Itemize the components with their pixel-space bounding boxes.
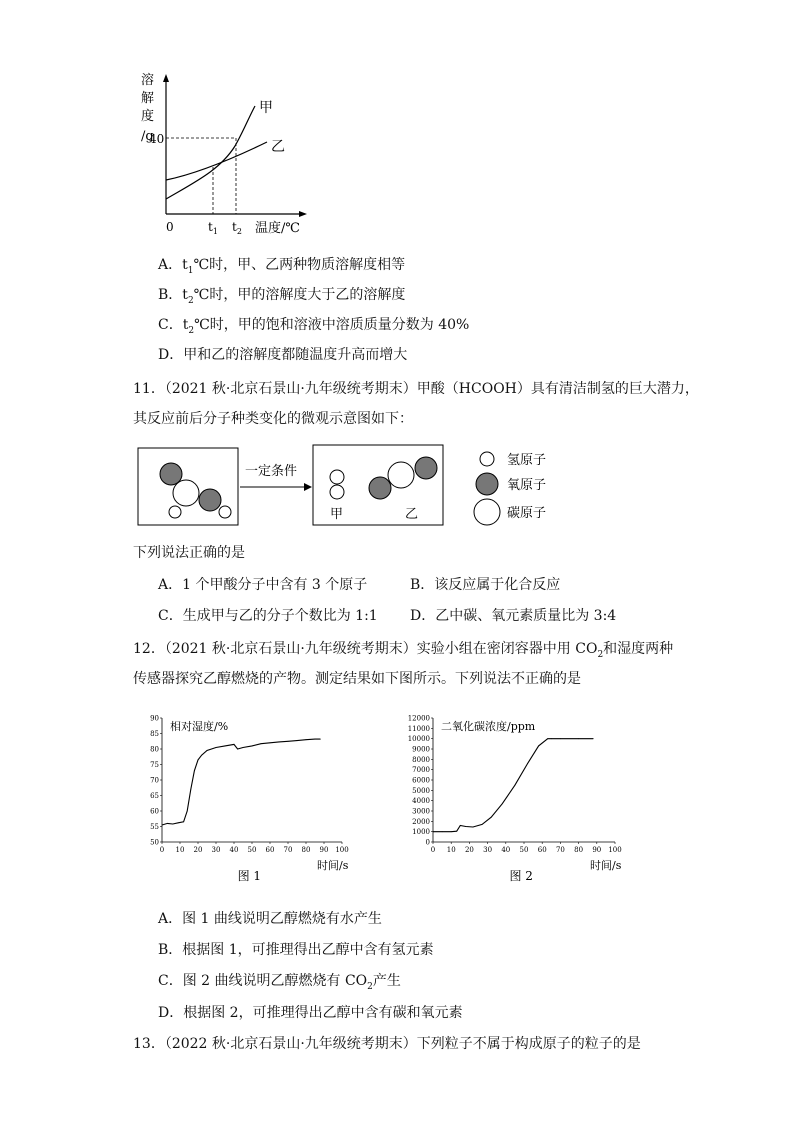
q10-option-b: B．$t_2℃$时，甲的溶解度大于乙的溶解度 <box>158 287 406 306</box>
y-tick-label: 8000 <box>412 755 430 764</box>
y-tick-label: 85 <box>150 730 159 738</box>
data-point <box>172 824 173 825</box>
ylabel-4: /g <box>141 129 154 144</box>
product-yi-label: 乙 <box>405 507 419 522</box>
xlabel: 温度/℃ <box>255 221 300 236</box>
data-point <box>460 825 461 826</box>
series-line <box>433 739 593 832</box>
chart-title: 二氧化碳浓度/ppm <box>441 720 536 733</box>
data-point <box>297 740 298 741</box>
data-point <box>527 763 528 764</box>
legend-oxygen: 氧原子 <box>507 478 547 493</box>
data-point <box>243 747 244 748</box>
y-tick-label: 75 <box>150 761 159 769</box>
x-tick-label: 30 <box>211 846 221 854</box>
t2-label: $t_2$ <box>232 220 242 236</box>
data-point <box>187 811 188 812</box>
y-tick-label: 4000 <box>412 797 430 806</box>
x-tick-label: 50 <box>247 846 257 854</box>
data-point <box>270 742 271 743</box>
x-axis-arrow <box>299 211 307 217</box>
data-point <box>456 831 457 832</box>
data-point <box>515 785 516 786</box>
reaction-condition: 一定条件 <box>245 464 298 479</box>
y-tick-label: 11000 <box>407 724 430 733</box>
data-point <box>473 827 474 828</box>
q10-option-d: D．甲和乙的溶解度都随温度升高而增大 <box>158 347 408 363</box>
oxygen-atom <box>369 477 391 499</box>
y-tick-label: 12000 <box>407 714 430 723</box>
legend-carbon: 碳原子 <box>507 506 547 521</box>
q10-option-a: A．$t_1℃$时，甲、乙两种物质溶解度相等 <box>158 257 406 276</box>
y-tick-label: 6000 <box>412 776 430 785</box>
legend-hydrogen: 氢原子 <box>507 453 547 468</box>
y-tick-label: 1000 <box>412 828 430 837</box>
data-point <box>234 744 235 745</box>
x-tick-label: 80 <box>574 846 584 854</box>
data-point <box>216 747 217 748</box>
y-tick-label: 50 <box>150 838 159 847</box>
data-point <box>551 738 552 739</box>
carbon-atom <box>173 480 199 506</box>
data-point <box>306 739 307 740</box>
y-tick-label: 7000 <box>412 766 430 775</box>
data-point <box>237 749 238 750</box>
ylabel-3: 度 <box>141 109 155 124</box>
q12-option-a: A．图 1 曲线说明乙醇燃烧有水产生 <box>158 911 382 927</box>
y-tick-label: 60 <box>150 807 159 816</box>
x-tick-label: 90 <box>319 846 329 854</box>
data-point <box>198 760 199 761</box>
x-tick-label: 100 <box>335 846 349 854</box>
q11-option-c: C．生成甲与乙的分子个数比为 1:1 <box>158 608 378 624</box>
data-point <box>162 825 163 826</box>
hydrogen-atom <box>169 506 181 518</box>
data-point <box>201 755 202 756</box>
q12-option-d: D．根据图 2，可推理得出乙醇中含有碳和氧元素 <box>158 1005 463 1021</box>
q12-option-c: C．图 2 曲线说明乙醇燃烧有 $CO_2$产生 <box>158 973 401 992</box>
q12-option-b: B．根据图 1，可推理得出乙醇中含有氢元素 <box>158 942 434 958</box>
y-tick-label: 80 <box>150 745 159 754</box>
q11-line1: 11．（2021 秋·北京石景山·九年级统考期末）甲酸（HCOOH）具有清洁制氢的巨大潜力， <box>133 381 699 397</box>
data-point <box>194 770 195 771</box>
data-point <box>491 817 492 818</box>
legend-oxygen-icon <box>476 473 498 495</box>
series-line <box>162 739 320 825</box>
x-tick-label: 10 <box>446 846 456 854</box>
data-point <box>252 746 253 747</box>
data-point <box>465 826 466 827</box>
x-tick-label: 40 <box>229 846 239 854</box>
x-tick-label: 0 <box>430 846 436 854</box>
x-tick-label: 70 <box>555 846 565 854</box>
data-point <box>225 746 226 747</box>
data-point <box>502 803 503 804</box>
x-axis-label: 时间/s <box>317 859 349 872</box>
legend-carbon-icon <box>474 499 500 525</box>
reaction-arrow-head <box>304 483 312 491</box>
data-point <box>190 789 191 790</box>
data-point <box>442 831 443 832</box>
q11-option-b: B．该反应属于化合反应 <box>410 577 561 593</box>
humidity-chart <box>140 708 355 890</box>
y-tick-label: 0 <box>425 838 430 847</box>
ylabel-1: 溶 <box>141 73 155 88</box>
x-tick-label: 20 <box>193 846 203 854</box>
data-point <box>183 821 184 822</box>
oxygen-atom <box>199 489 221 511</box>
hydrogen-atom <box>330 485 344 499</box>
data-point <box>578 738 579 739</box>
origin-label: 0 <box>166 220 174 234</box>
ylabel-2: 解 <box>141 91 155 106</box>
data-point <box>279 742 280 743</box>
reaction-diagram <box>133 440 573 535</box>
y-tick-label: 5000 <box>412 786 430 795</box>
data-point <box>288 741 289 742</box>
q11-option-a: A．1 个甲酸分子中含有 3 个原子 <box>158 577 368 593</box>
y-axis-arrow <box>163 74 169 82</box>
curve-yi <box>166 142 267 180</box>
data-point <box>261 743 262 744</box>
figure-caption: 图 2 <box>509 869 533 883</box>
x-tick-label: 60 <box>537 846 547 854</box>
x-tick-label: 40 <box>501 846 511 854</box>
y-tick-label: 55 <box>150 823 159 831</box>
data-point <box>538 746 539 747</box>
product-jia-label: 甲 <box>330 507 344 522</box>
data-point <box>451 831 452 832</box>
t1-label: $t_1$ <box>208 220 218 236</box>
x-tick-label: 80 <box>301 846 311 854</box>
x-tick-label: 90 <box>592 846 602 854</box>
q11-option-d: D．乙中碳、氧元素质量比为 3:4 <box>410 608 617 624</box>
carbon-atom <box>388 462 414 488</box>
y-tick-label: 70 <box>150 776 159 785</box>
q13-line1: 13．（2022 秋·北京石景山·九年级统考期末）下列粒子不属于构成原子的粒子的是 <box>133 1036 641 1052</box>
q11-prompt: 下列说法正确的是 <box>133 545 245 561</box>
curve-jia-label: 甲 <box>259 100 273 116</box>
co2-chart <box>395 708 630 890</box>
data-point <box>320 739 321 740</box>
data-point <box>433 831 434 832</box>
x-tick-label: 0 <box>159 846 165 854</box>
q10-option-c: C．$t_2℃$时，甲的饱和溶液中溶质质量分数为 40% <box>158 317 470 336</box>
x-axis-label: 时间/s <box>590 859 622 872</box>
x-tick-label: 30 <box>483 846 493 854</box>
curve-jia <box>166 106 255 199</box>
figure-caption: 图 1 <box>237 869 262 883</box>
y-tick-label: 9000 <box>412 745 430 754</box>
hydrogen-atom <box>330 470 344 484</box>
data-point <box>560 738 561 739</box>
data-point <box>593 738 594 739</box>
q12-line1: 12．（2021 秋·北京石景山·九年级统考期末）实验小组在密闭容器中用 $CO_2$和湿度两种 <box>133 641 674 660</box>
solubility-graph <box>135 70 315 240</box>
y-tick-label: 90 <box>150 714 159 723</box>
legend-hydrogen-icon <box>480 452 494 466</box>
x-tick-label: 60 <box>265 846 275 854</box>
oxygen-atom <box>415 457 437 479</box>
y-tick-label: 10000 <box>407 735 430 744</box>
hydrogen-atom <box>219 506 231 518</box>
data-point <box>482 824 483 825</box>
q11-line2: 其反应前后分子种类变化的微观示意图如下： <box>133 411 413 427</box>
y-tick-label: 2000 <box>412 817 430 826</box>
y40-label: 40 <box>149 132 165 146</box>
chart-title: 相对湿度/% <box>170 720 229 733</box>
x-tick-label: 50 <box>519 846 529 854</box>
data-point <box>178 822 179 823</box>
x-tick-label: 100 <box>608 846 622 854</box>
y-tick-label: 65 <box>150 792 159 800</box>
data-point <box>207 750 208 751</box>
data-point <box>547 738 548 739</box>
q12-line2: 传感器探究乙醇燃烧的产物。测定结果如下图所示。下列说法不正确的是 <box>133 671 581 687</box>
curve-yi-label: 乙 <box>271 139 285 155</box>
data-point <box>167 823 168 824</box>
x-tick-label: 10 <box>175 846 185 854</box>
x-tick-label: 70 <box>283 846 293 854</box>
x-tick-label: 20 <box>464 846 474 854</box>
y-tick-label: 3000 <box>412 807 430 816</box>
data-point <box>315 739 316 740</box>
